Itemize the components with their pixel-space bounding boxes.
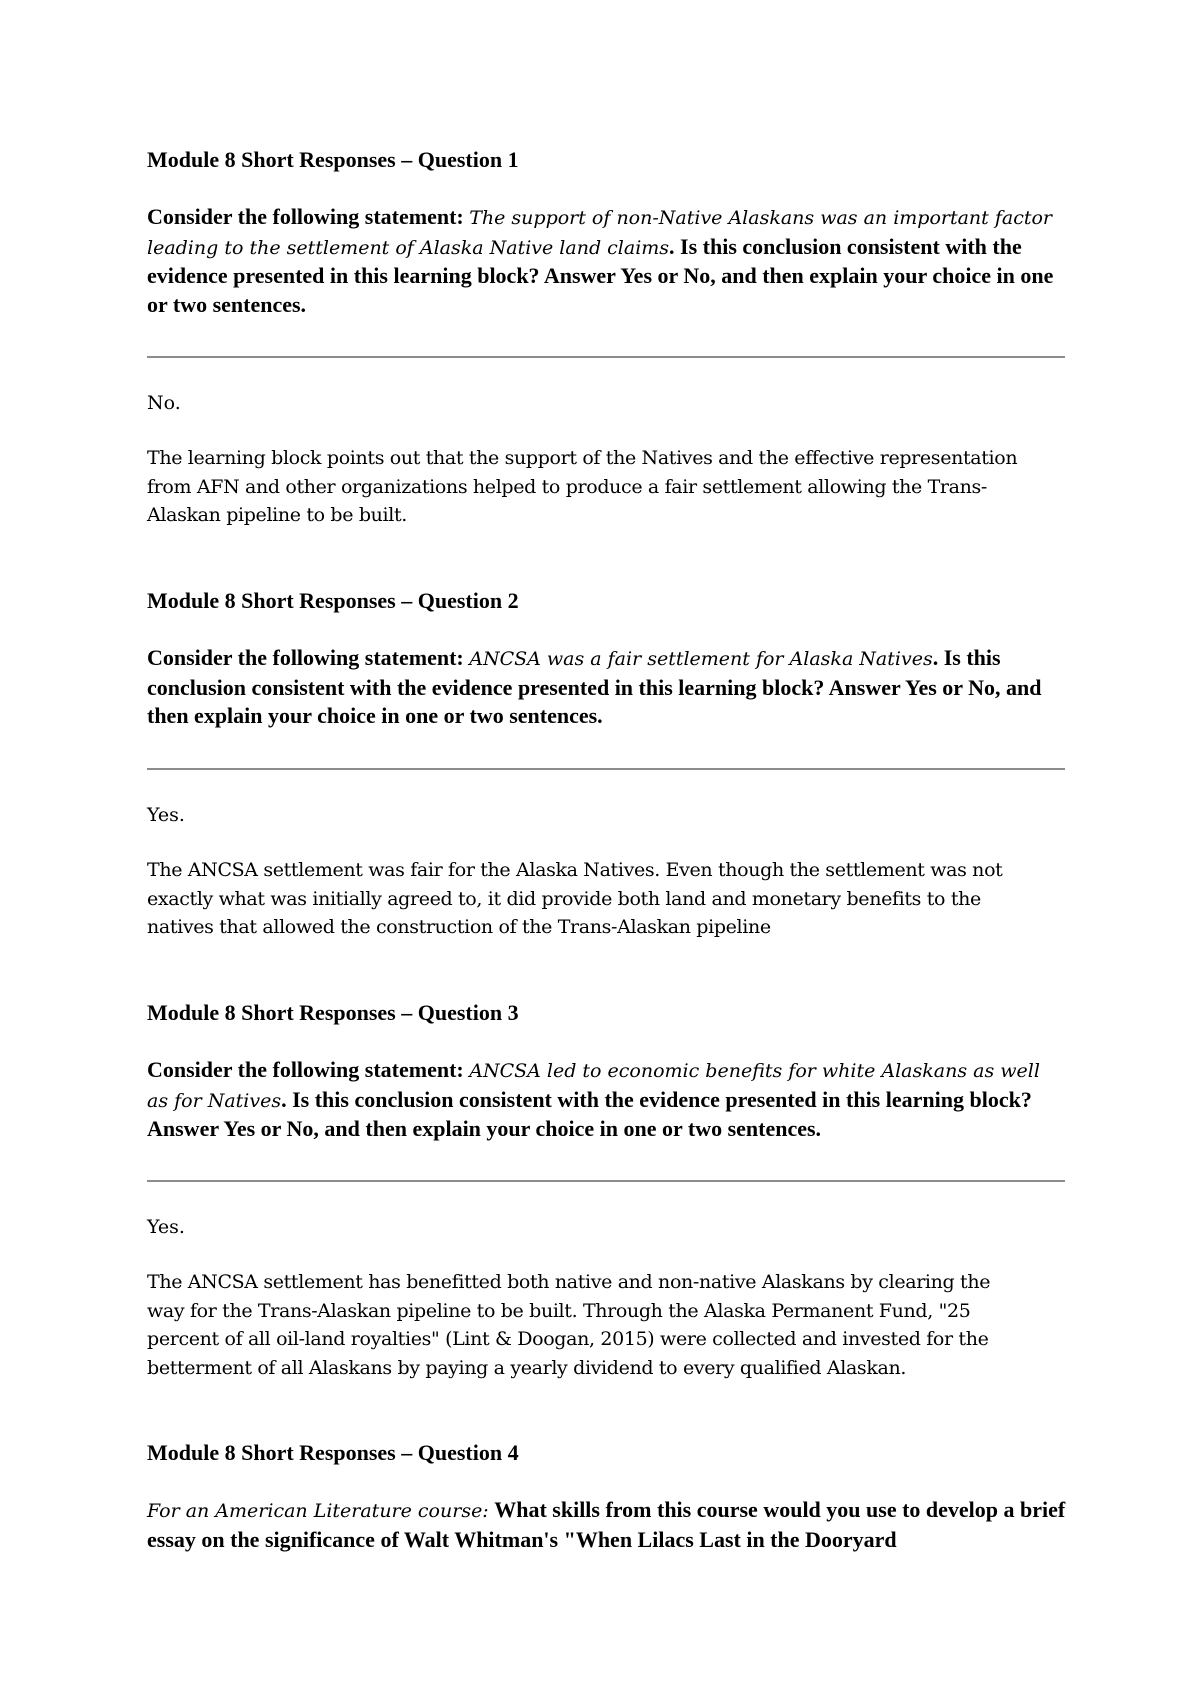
question-1-prompt — [147, 203, 1067, 319]
question-3-explanation — [147, 1268, 1067, 1382]
explanation-line: Alaskan pipeline to be built. — [147, 504, 407, 526]
question-3-answer: Yes. — [147, 1216, 185, 1238]
question-2-statement: ANCSA was a fair settlement for Alaska Natives — [469, 648, 933, 670]
question-3-divider — [147, 1180, 1065, 1182]
question-4-question: What skills from this course would you use to develop a brief essay on the significance of Walt Whitman's "When Lilacs Last in the Dooryard — [147, 1497, 1066, 1552]
question-3-prompt — [147, 1056, 1067, 1144]
explanation-line: percent of all oil-land royalties" (Lint & Doogan, 2015) were collected and invested for the — [147, 1328, 989, 1350]
question-1-explanation — [147, 444, 1067, 530]
explanation-line: The ANCSA settlement was fair for the Alaska Natives. Even though the settlement was not — [147, 859, 1003, 881]
question-1-answer: No. — [147, 392, 181, 414]
question-2-prompt — [147, 644, 1067, 731]
question-1-heading: Module 8 Short Responses – Question 1 — [147, 147, 519, 172]
question-1-divider — [147, 356, 1065, 358]
question-3-heading: Module 8 Short Responses – Question 3 — [147, 1000, 519, 1025]
question-2-divider — [147, 768, 1065, 770]
explanation-line: from AFN and other organizations helped to produce a fair settlement allowing the Trans- — [147, 475, 987, 498]
explanation-line: betterment of all Alaskans by paying a yearly dividend to every qualified Alaskan. — [147, 1356, 907, 1379]
question-2-answer: Yes. — [147, 804, 185, 826]
question-3-tail: . Is this conclusion consistent with the evidence presented in this learning block? Answer Yes or No, and then explain your choice in one or two sentences. — [147, 1086, 1032, 1141]
question-2-explanation — [147, 856, 1067, 942]
question-3-lead: Consider the following statement: — [147, 1057, 464, 1082]
question-1-statement: The support of non-Native Alaskans was an important factor leading to the settlement of Alaska Native land claims — [147, 207, 1052, 259]
explanation-line: natives that allowed the construction of the Trans-Alaskan pipeline — [147, 916, 771, 938]
question-2-heading: Module 8 Short Responses – Question 2 — [147, 588, 519, 613]
question-2-tail: . Is this conclusion consistent with the evidence presented in this learning block? Answer Yes or No, and then explain your choice in one or two sentences. — [147, 645, 1042, 728]
explanation-line: way for the Trans-Alaskan pipeline to be built. Through the Alaska Permanent Fund, "25 — [147, 1299, 971, 1322]
question-1-lead: Consider the following statement: — [147, 204, 464, 229]
question-4-context: For an American Literature course: — [147, 1500, 489, 1522]
question-4-prompt — [147, 1496, 1067, 1554]
question-3-statement: ANCSA led to economic benefits for white Alaskans as well as for Natives — [147, 1060, 1040, 1112]
explanation-line: The ANCSA settlement has benefitted both native and non-native Alaskans by clearing the — [147, 1271, 991, 1293]
explanation-line: The learning block points out that the support of the Natives and the effective representation — [147, 447, 1018, 469]
question-2-lead: Consider the following statement: — [147, 645, 464, 670]
question-4-heading: Module 8 Short Responses – Question 4 — [147, 1440, 519, 1465]
question-1-tail: . Is this conclusion consistent with the evidence presented in this learning block? Answer Yes or No, and then explain your choice in one or two sentences. — [147, 233, 1054, 317]
explanation-line: exactly what was initially agreed to, it did provide both land and monetary benefits to the — [147, 887, 981, 910]
